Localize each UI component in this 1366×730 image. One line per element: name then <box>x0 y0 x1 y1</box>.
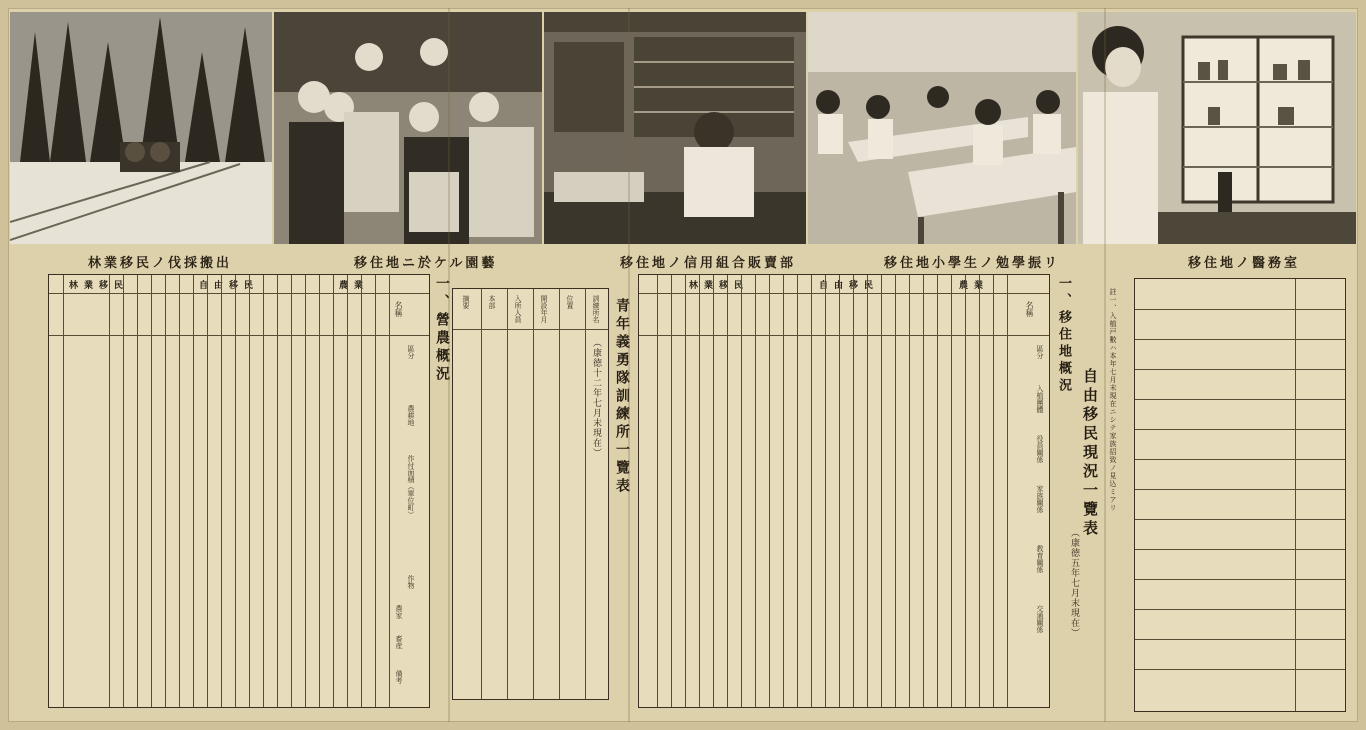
group-header-agri-right: 農業 <box>959 281 990 291</box>
col-head-education: 教育關係 <box>1036 545 1044 573</box>
photo-forestry <box>10 12 272 244</box>
col-head-division-right: 區分 <box>1036 345 1044 359</box>
household-chart-panel <box>1134 278 1346 712</box>
photo-pavilion <box>274 12 542 244</box>
youth-corps-note: （康徳十二年七月末現在） <box>591 338 601 458</box>
caption-clinic: 移住地ノ醫務室 <box>1188 256 1301 271</box>
photo-clinic <box>1078 12 1356 244</box>
col-head-transport: 交通關係 <box>1036 605 1044 633</box>
farming-overview-title: 一、營農概況 <box>434 276 450 384</box>
col-head-acreage: 作付面積（單位町） <box>407 455 415 518</box>
caption-school: 移住地小學生ノ勉學振リ <box>884 256 1061 271</box>
settlement-overview-table <box>638 274 1050 708</box>
col-head-crop: 作物 <box>407 575 415 589</box>
free-migrant-subtitle: （康徳五年七月末現在） <box>1069 528 1079 638</box>
settlement-section-title: 一、移住地概況 <box>1056 276 1071 395</box>
col-head-family: 家族關係 <box>1036 485 1044 513</box>
col-head-officers: 役員關係 <box>1036 435 1044 463</box>
col-head-location: 位置 <box>566 295 574 309</box>
col-head-division: 區分 <box>407 345 415 359</box>
col-head-center: 訓練所名 <box>592 295 600 323</box>
photo-coop <box>544 12 806 244</box>
col-head-remarks: 備考 <box>395 670 403 684</box>
caption-coop: 移住地ノ信用組合販賣部 <box>620 256 797 271</box>
document-sheet <box>8 8 1358 722</box>
caption-forestry: 林業移民ノ伐採搬出 <box>88 256 233 271</box>
group-header-free-right: 自由移民 <box>819 281 880 291</box>
youth-corps-title: 青年義勇隊訓練所一覽表 <box>614 298 630 496</box>
caption-pavilion: 移住地ニ於ケル園藝 <box>354 256 498 271</box>
farming-overview-table <box>48 274 430 708</box>
youth-corps-table <box>452 288 609 700</box>
col-head-name-right: 名稱 <box>1025 301 1034 317</box>
group-header-forestry: 林業移民 <box>69 281 130 291</box>
col-head-summary: 摘要 <box>462 295 470 309</box>
group-header-agri: 農業 <box>339 281 370 291</box>
col-head-opened: 開設年月 <box>540 295 548 323</box>
col-head-group: 入植團體 <box>1036 385 1044 413</box>
group-header-forestry-right: 林業移民 <box>689 281 750 291</box>
col-head-livestock: 畜産 <box>395 635 403 649</box>
col-head-enrolled: 入所人員 <box>514 295 522 323</box>
col-head-farmhouse: 農家 <box>395 605 403 619</box>
group-header-free: 自由移民 <box>199 281 260 291</box>
col-head-hq: 本部 <box>488 295 496 309</box>
household-note: 註一、入植戸數ハ本年七月末現在ニシテ家族招致ノ見込ミアリ <box>1109 288 1117 512</box>
free-migrant-title: 自由移民現況一覽表 <box>1081 368 1099 539</box>
col-head-name: 名稱 <box>394 301 403 317</box>
col-head-farmland: 農耕地 <box>407 405 415 426</box>
photo-school <box>808 12 1076 244</box>
